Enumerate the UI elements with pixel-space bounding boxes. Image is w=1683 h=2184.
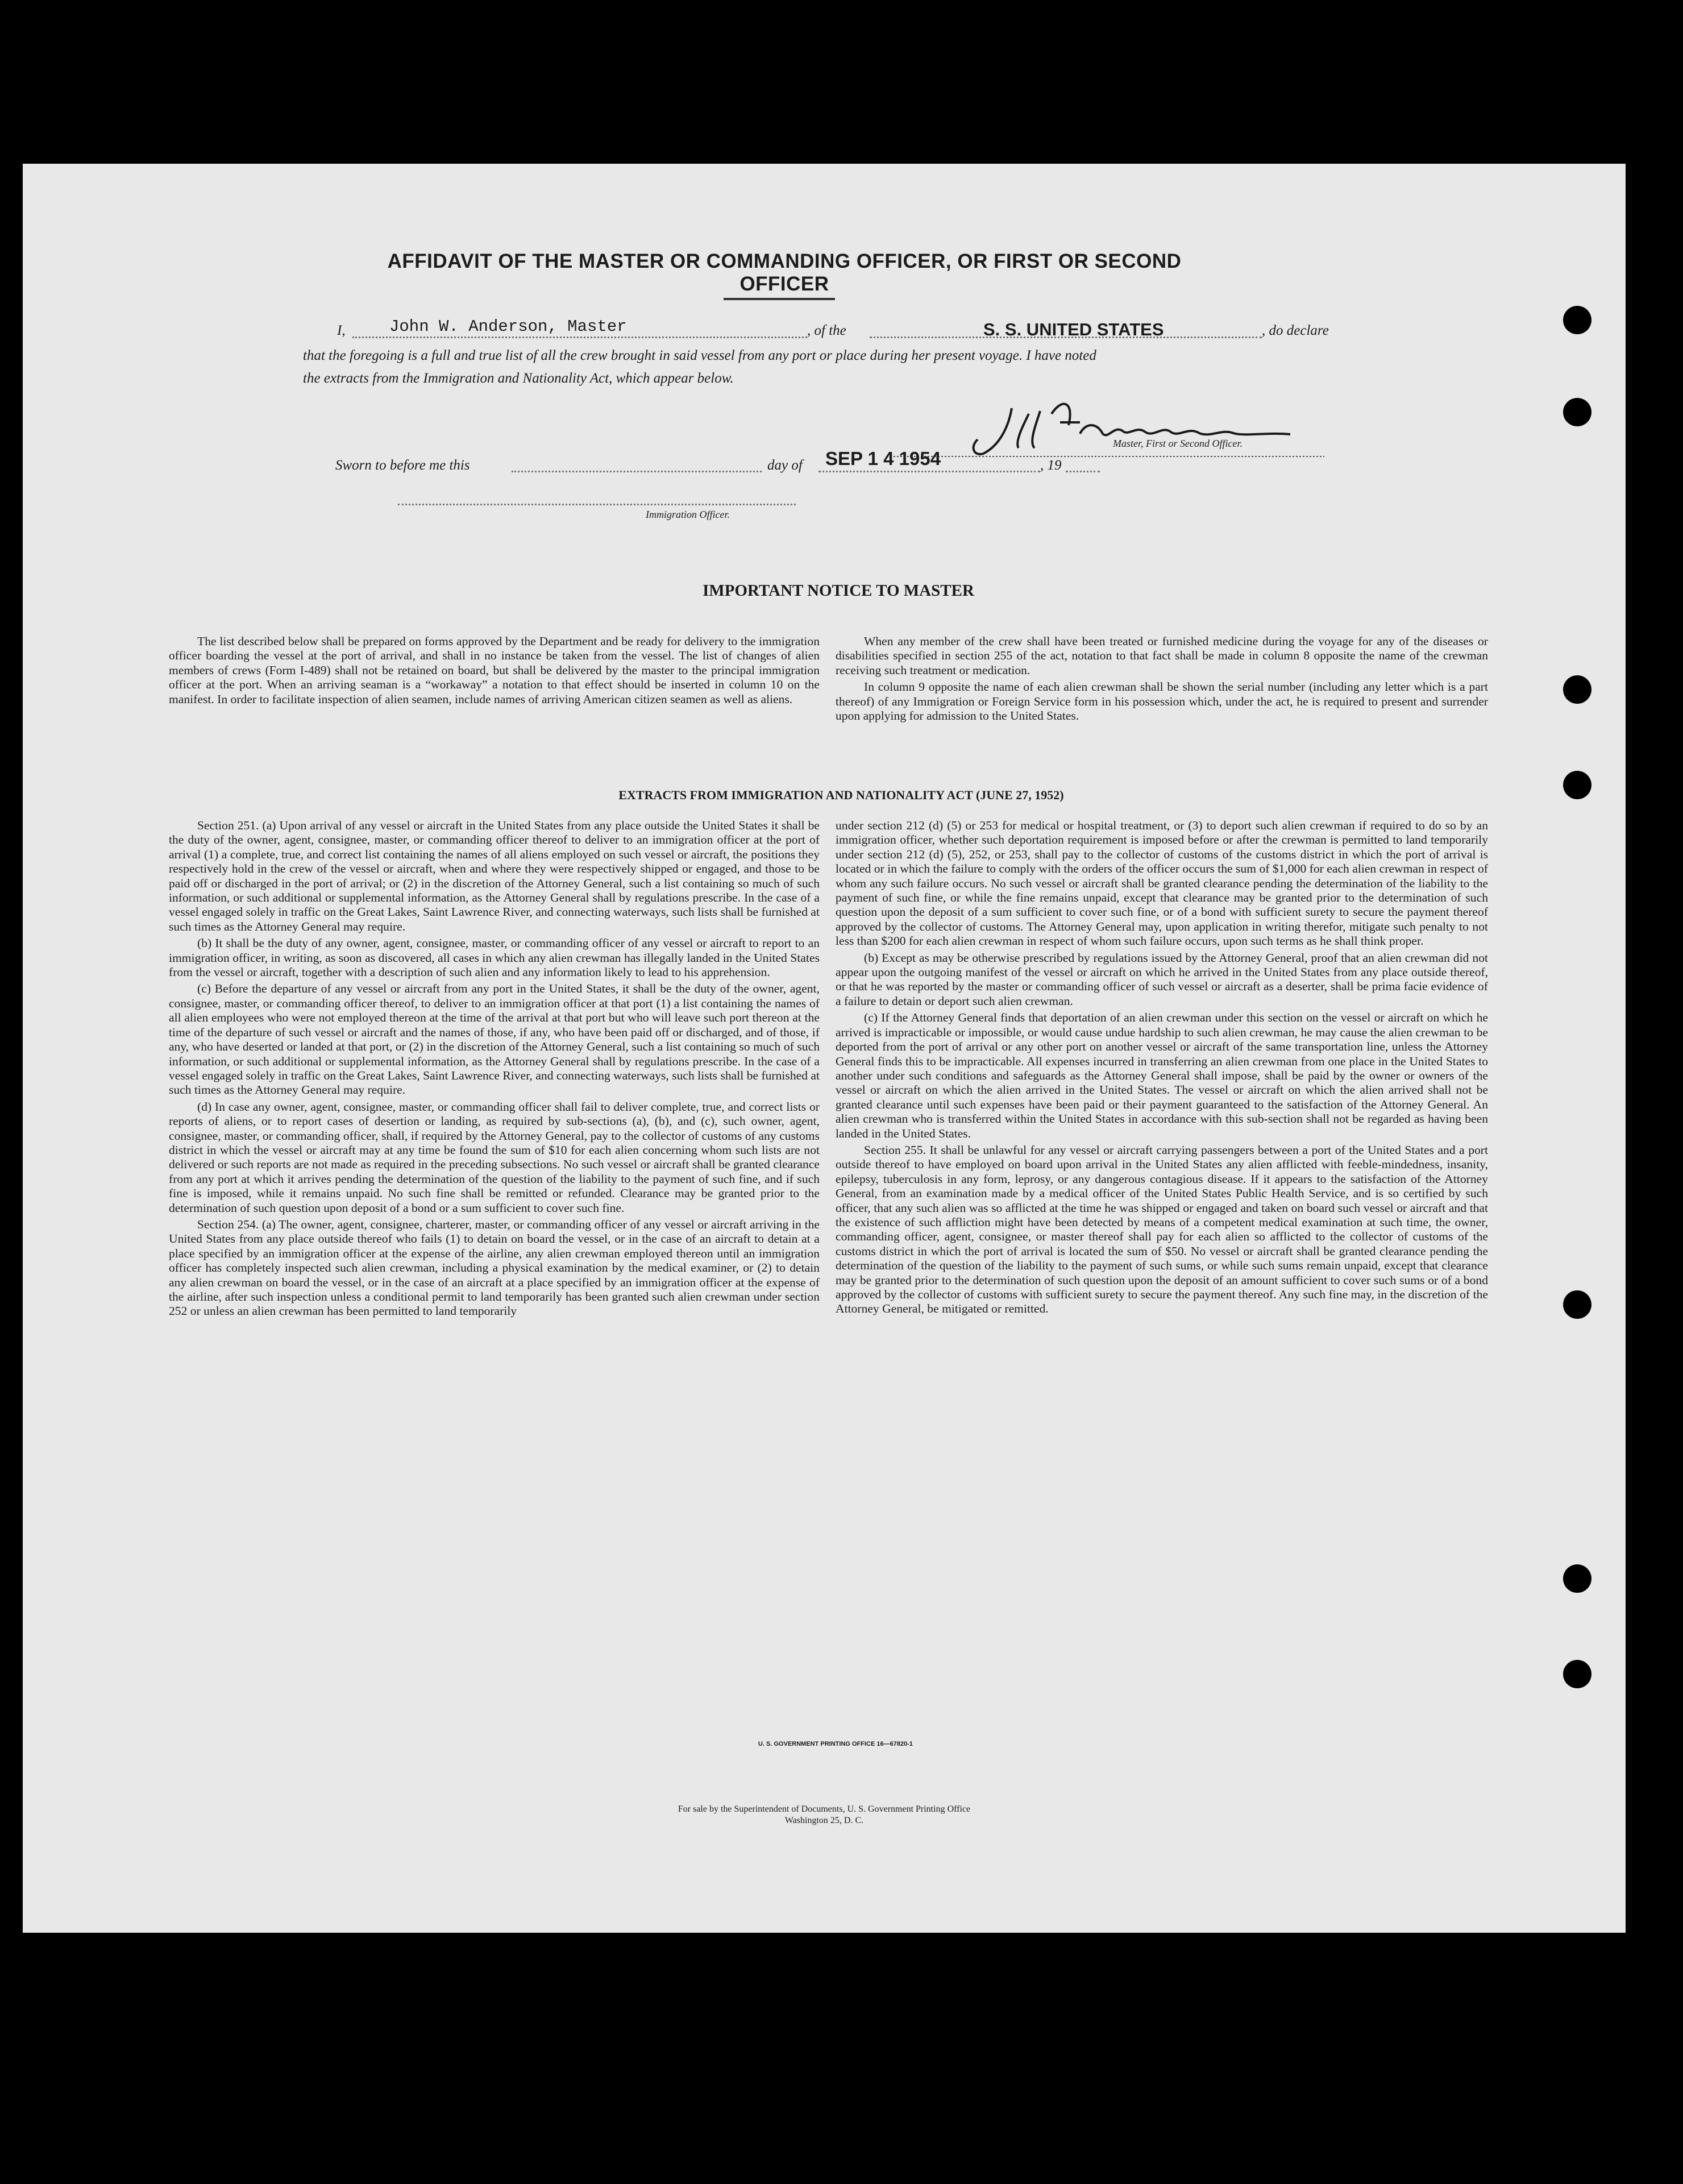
extracts-left-column [169, 819, 820, 1321]
notice-paragraph: In column 9 opposite the name of each alien crewman shall be shown the serial number (including any letter which is a part thereof) of any Immigration or Foreign Service form in his possession which, under the act, he is required to present and surrender upon applying for admission to the United States. [836, 680, 1488, 723]
section-paragraph: Section 254. (a) The owner, agent, consignee, charterer, master, or commanding officer of any vessel or aircraft arriving in the United States from any place outside thereof who fails (1) to detain on board the vessel, or in the case of an aircraft to detain at a place specified by an immigration officer at the expense of the airline, any alien crewman employed thereon until an immigration officer has completely inspected such alien crewman, including a physical examination by the medical examiner, or (2) to detain any alien crewman on board the vessel, or in the case of an aircraft at a place specified by an immigration officer at the expense of the airline, after such inspection unless a conditional permit to land temporarily has been granted such alien crewman under section 252 or unless an alien crewman has been permitted to land temporarily [169, 1217, 820, 1318]
section-paragraph: under section 212 (d) (5) or 253 for medical or hospital treatment, or (3) to deport such alien crewman if required to do so by an immigration officer, whether such deportation requirement is imposed before or after the crewman is permitted to land temporarily under section 212 (d) (5), 252, or 253, shall pay to the collector of customs of the customs district in which the port of arrival is located or in which the failure to comply with the orders of the officer occurs the sum of $1,000 for each alien crewman in respect of whom any such failure occurs. No such vessel or aircraft shall be granted clearance pending the determination of the liability to the payment of such fine, or while the fine remains unpaid, except that clearance may be granted prior to the determination of such question upon the deposit of a sum sufficient to cover such fine, or of a bond with sufficient surety to secure the payment thereof approved by the collector of customs. The Attorney General may, upon application in writing therefor, mitigate such penalty to not less than $200 for each alien crewman in respect of whom such failure occurs, upon such terms as he shall think proper. [836, 819, 1488, 948]
section-paragraph: (c) Before the departure of any vessel or aircraft from any port in the United States, it shall be the duty of the owner, agent, consignee, master, or commanding officer thereof, to deliver to an immigration officer at that port (1) a list containing the names of all alien employees who were not employed thereon at the time of the arrival at that port but who will leave such port thereon at the time of the departure of such vessel or aircraft and the names of those, if any, who have been paid off or discharged, and of those, if any, who have deserted or landed at that port, or (2) in the discretion of the Attorney General, such a list containing so much of such information, or such additional or supplemental information, as the Attorney General shall by regulations prescribe. In the case of a vessel engaged solely in traffic on the Great Lakes, Saint Lawrence River, and connecting waterways, such lists shall be furnished at such times as the Attorney General may require. [169, 982, 820, 1097]
punch-hole [1563, 1564, 1591, 1593]
signature-caption: Master, First or Second Officer. [1113, 438, 1242, 449]
officer-signature-line [398, 504, 796, 505]
section-paragraph: (d) In case any owner, agent, consignee, master, or commanding officer shall fail to deliver complete, true, and correct lists or reports of aliens, or to report cases of desertion or landing, as required by sub-sections (a), (b), and (c), such owner, agent, consignee, master, or commanding officer, shall, if required by the Attorney General, pay to the collector of customs of any customs district in which the vessel or aircraft may at any time be found the sum of $10 for each alien concerning whom such lists are not delivered or such reports are not made as required in the preceding subsections. No such vessel or aircraft shall be granted clearance from any port at which it arrives pending the determination of the question of the liability to the payment of such fine, and if such fine is imposed, while it remains unpaid. No such fine shall be remitted or refunded. Clearance may be granted prior to the determination of such question upon deposit of a bond or a sum sufficient to cover such fine. [169, 1099, 820, 1215]
notice-paragraph: The list described below shall be prepared on forms approved by the Department and be ready for delivery to the immigration officer boarding the vessel at the port of arrival, and shall in no instance be taken from the vessel. The list of changes of alien members of crews (Form I-489) shall not be retained on board, but shall be delivered by the master to the principal immigration officer at the port. When an arriving seaman is a “workaway” a notation to that effect should be inserted in column 10 on the manifest. In order to facilitate inspection of alien seamen, include names of arriving American citizen seamen as well as aliens. [169, 634, 820, 706]
declaration-line-3: the extracts from the Immigration and Nationality Act, which appear below. [303, 371, 734, 386]
section-paragraph: Section 251. (a) Upon arrival of any vessel or aircraft in the United States from any place outside the United States it shall be the duty of the owner, agent, consignee, master, or commanding officer thereof to deliver to an immigration officer at the port of arrival (1) a complete, true, and correct list containing the names of all aliens employed on such vessel or aircraft, the positions they respectively hold in the crew of the vessel or aircraft, when and where they were respectively shipped or engaged, and those to be paid off or discharged in the port of arrival; or (2) in the discretion of the Attorney General, such a list containing so much of such information, or such additional or supplemental information, as the Attorney General shall by regulations prescribe. In the case of a vessel engaged solely in traffic on the Great Lakes, Saint Lawrence River, and connecting waterways, such lists shall be furnished at such times as the Attorney General may require. [169, 819, 820, 933]
punch-hole [1563, 771, 1591, 799]
sworn-label: Sworn to before me this [335, 458, 470, 473]
declaration-prefix: I, [337, 323, 346, 338]
extracts-heading: EXTRACTS FROM IMMIGRATION AND NATIONALITY ACT (JUNE 27, 1952) [618, 788, 1064, 802]
notice-paragraph: When any member of the crew shall have been treated or furnished medicine during the voyage for any of the diseases or disabilities specified in section 255 of the act, notation to that fact shall be made in column 8 opposite the name of the crewman receiving such treatment or medication. [836, 634, 1488, 677]
do-declare-label: , do declare [1262, 323, 1329, 338]
punch-hole [1563, 306, 1591, 334]
punch-hole [1563, 675, 1591, 704]
document-sheet [23, 164, 1626, 1933]
year-label: , 19 [1040, 458, 1062, 473]
sale-line-2: Washington 25, D. C. [784, 1816, 864, 1825]
master-name-field: John W. Anderson, Master [389, 317, 627, 336]
section-paragraph: (c) If the Attorney General finds that deportation of an alien crewman under this section on the vessel or aircraft on which he arrived is impracticable or impossible, or would cause undue hardship to such alien crewman, he may cause the alien crewman to be deported from the port of arrival or any other port on another vessel or aircraft of the same transportation line, unless the Attorney General finds this to be impracticable. All expenses incurred in transferring an alien crewman from one place in the United States to another under such conditions and safeguards as the Attorney General shall impose, shall be paid by the owner or owners of the vessel or aircraft on which the alien arrived in the United States. The vessel or aircraft on which the alien arrived shall not be granted clearance until such expenses have been paid or their payment guaranteed to the satisfaction of the Attorney General. An alien crewman who is transferred within the United States in accordance with this sub-section shall not be regarded as having been landed in the United States. [836, 1011, 1488, 1140]
section-paragraph: (b) It shall be the duty of any owner, agent, consignee, master, or commanding officer of any vessel or aircraft to report to an immigration officer, in writing, as soon as discovered, all cases in which any alien crewman has illegally landed in the United States from the vessel or aircraft, together with a description of such alien and any information likely to lead to his apprehension. [169, 936, 820, 979]
officer-caption: Immigration Officer. [646, 509, 730, 520]
extracts-right-column [836, 819, 1488, 1319]
sworn-day-dotted-line [512, 471, 762, 472]
notice-heading: IMPORTANT NOTICE TO MASTER [703, 582, 974, 600]
notice-left-column [169, 634, 820, 709]
title-divider [724, 298, 835, 300]
printing-office-line: U. S. GOVERNMENT PRINTING OFFICE 16—67820-1 [758, 1741, 913, 1747]
form-title: AFFIDAVIT OF THE MASTER OR COMMANDING OFFICER, OR FIRST OR SECOND OFFICER [387, 250, 1182, 295]
sale-line-1: For sale by the Superintendent of Documents, U. S. Government Printing Office [678, 1804, 971, 1814]
date-stamp: SEP 1 4 1954 [825, 448, 941, 469]
year-dotted-line [1066, 471, 1100, 472]
declaration-line-2: that the foregoing is a full and true list of all the crew brought in said vessel from any port or place during her present voyage. I have noted [303, 348, 1096, 363]
punch-hole [1563, 1290, 1591, 1319]
section-paragraph: Section 255. It shall be unlawful for any vessel or aircraft carrying passengers between a port of the United States and a port outside thereof to have employed on board upon arrival in the United States any alien afflicted with feeble-mindedness, insanity, epilepsy, tuberculosis in any form, leprosy, or any dangerous contagious disease. If it appears to the satisfaction of the Attorney General, from an examination made by a medical officer of the United States Public Health Service, and is so certified by such officer, that any such alien was so afflicted at the time he was shipped or engaged and taken on board such vessel or aircraft and that the existence of such affliction might have been detected by means of a competent medical examination at such time, the owner, commanding officer, agent, consignee, or master thereof shall pay for each alien so afflicted to the collector of customs of the customs district in which the port of arrival is located the sum of $50. No vessel or aircraft shall be granted clearance pending the determination of the question of the liability to the payment of such sums, or while such sums remain unpaid, except that clearance may be granted prior to the determination of such question upon the deposit of an amount sufficient to cover such sums or of a bond approved by the collector of customs with sufficient surety to secure the payment thereof. Any such fine may, in the discretion of the Attorney General, be mitigated or remitted. [836, 1143, 1488, 1316]
of-the-label: , of the [807, 323, 846, 338]
name-dotted-line [352, 337, 807, 338]
punch-hole [1563, 398, 1591, 426]
month-dotted-line [818, 471, 1040, 472]
vessel-name-field: S. S. UNITED STATES [983, 319, 1164, 339]
notice-right-column [836, 634, 1488, 725]
punch-hole [1563, 1660, 1591, 1688]
day-of-label: day of [767, 458, 803, 473]
section-paragraph: (b) Except as may be otherwise prescribed by regulations issued by the Attorney General, proof that an alien crewman did not appear upon the outgoing manifest of the vessel or aircraft on which he arrived in the United States from any place outside thereof, or that he was reported by the master or commanding officer of such vessel or aircraft as a deserter, shall be prima facie evidence of a failure to detain or deport such alien crewman. [836, 950, 1488, 1008]
